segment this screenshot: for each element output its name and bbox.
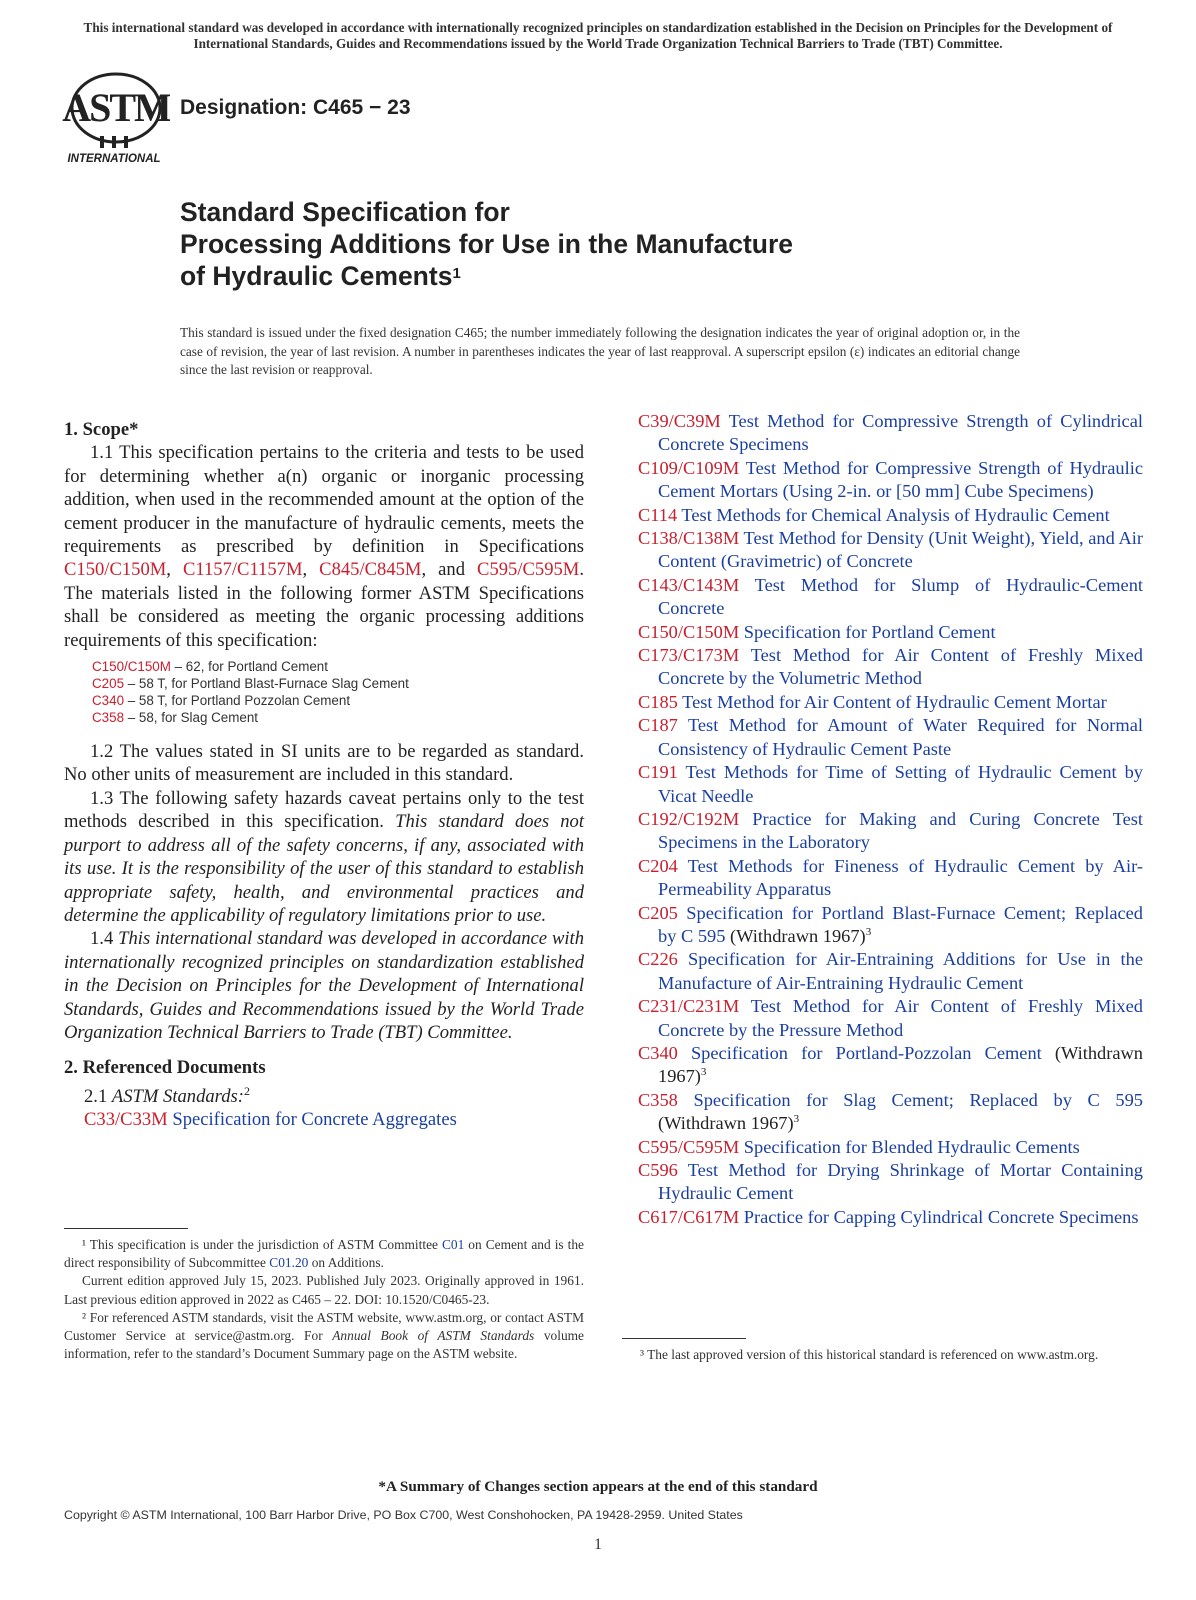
former-specifications-list	[92, 658, 584, 726]
reference-title[interactable]: Test Method for Air Content of Freshly Mixed Concrete by the Volumetric Method	[658, 645, 1143, 689]
reference-title[interactable]: Specification for Portland Blast-Furnace Cement; Replaced by C 595	[658, 902, 1143, 946]
reference-status: (Withdrawn 1967)	[658, 1042, 1143, 1087]
reference-title[interactable]: Specification for Blended Hydraulic Cements	[739, 1136, 1080, 1157]
footnote-italic: Annual Book of ASTM Standards	[332, 1328, 535, 1344]
reference-status: (Withdrawn 1967)	[725, 925, 866, 946]
separator: ,	[302, 559, 320, 581]
footnote-text: ² For referenced ASTM standards, visit the ASTM website, www.astm.org, or contact ASTM Customer Service at service@astm.org. For	[64, 1309, 584, 1344]
reference-code[interactable]: C205	[638, 902, 678, 923]
reference-item	[638, 644, 1143, 691]
former-spec-item	[92, 675, 584, 692]
astm-logo	[62, 70, 170, 166]
reference-title[interactable]: Test Method for Slump of Hydraulic-Cement Concrete	[658, 574, 1143, 619]
reference-code[interactable]: C150/C150M	[638, 621, 740, 642]
reference-code[interactable]: C192/C192M	[638, 808, 740, 829]
copyright-line: Copyright © ASTM International, 100 Barr Harbor Drive, PO Box C700, West Conshohocken, PA 19428-2959. United States	[64, 1508, 743, 1522]
separator: ,	[166, 559, 183, 581]
former-spec-code[interactable]: C358	[92, 710, 125, 726]
reference-item	[638, 621, 1143, 644]
reference-item	[638, 504, 1143, 527]
astm-standards-subheading	[84, 1080, 584, 1109]
title-line-3: of Hydraulic Cements	[180, 261, 453, 291]
scope-1-4-text: This international standard was developed in accordance with internationally recognized principles on standardization established in the Decision on Principles for the Development of International Standards, Guides and Recommendations issued by the World Trade Organization Technical Barriers to Trade (TBT) Committee.	[64, 928, 585, 1043]
link-c595[interactable]: C595/C595M	[477, 559, 580, 581]
link-c845[interactable]: C845/C845M	[319, 559, 422, 581]
subsection-title: ASTM Standards:	[111, 1085, 244, 1107]
reference-code[interactable]: C191	[638, 762, 678, 783]
reference-code[interactable]: C226	[638, 949, 678, 970]
scope-1-4-number: 1.4	[90, 928, 119, 950]
former-spec-item	[92, 709, 584, 726]
left-column	[64, 418, 584, 1132]
footnote-divider	[64, 1228, 188, 1229]
safety-caveat: This standard does not purport to address all of the safety concerns, if any, associated with its use. It is the responsibility of the user of this standard to establish appropriate safety, health, and environmental practices and determine the applicability of regulatory limitations prior to use.	[64, 811, 584, 926]
scope-1-1-text: 1.1 This specification pertains to the criteria and tests to be used for determining whether a(n) organic or inorganic processing addition, when used in the recommended amount at the option of the cement producer in the manufacture of hydraulic cements, meets the requirements as prescribed by definition in Specifications	[64, 442, 584, 558]
reference-item	[638, 761, 1143, 808]
reference-item	[638, 714, 1143, 761]
footnote-3: ³ The last approved version of this historical standard is referenced on www.astm.org.	[640, 1347, 1099, 1362]
former-spec-text: – 58 T, for Portland Blast-Furnace Slag Cement	[124, 676, 409, 692]
reference-code[interactable]: C231/C231M	[638, 996, 740, 1017]
reference-code[interactable]: C340	[638, 1042, 678, 1063]
scope-1-3-text: 1.3 The following safety hazards caveat pertains only to the test methods described in this specification.	[64, 787, 584, 833]
reference-code[interactable]: C173/C173M	[638, 645, 740, 666]
reference-title[interactable]: Test Method for Compressive Strength of Cylindrical Concrete Specimens	[658, 411, 1143, 455]
reference-item	[638, 902, 1143, 949]
footnotes-left	[64, 1236, 584, 1363]
footnote-1	[64, 1236, 584, 1272]
right-column-reference-list	[638, 410, 1143, 1229]
footnote-text: on Cement and is the direct responsibility of Subcommittee	[64, 1237, 584, 1271]
reference-item	[638, 527, 1143, 574]
reference-item	[638, 948, 1143, 995]
reference-code[interactable]: C595/C595M	[638, 1136, 740, 1157]
reference-title[interactable]: Test Method for Air Content of Hydraulic Cement Mortar	[677, 691, 1107, 712]
designation: Designation: C465 − 23	[180, 96, 411, 119]
footnote-text: volume information, refer to the standard’s Document Summary page on the ASTM website.	[64, 1328, 584, 1362]
document-title	[180, 196, 793, 292]
reference-code[interactable]: C187	[638, 715, 678, 736]
separator: , and	[421, 559, 478, 581]
scope-1-1-text-end: . The materials listed in the following former ASTM Specifications shall be considered as meeting the organic processing additions requirements of this specification:	[64, 559, 584, 651]
scope-heading: 1. Scope*	[64, 419, 139, 440]
title-footnote-mark: 1	[452, 265, 461, 282]
logo-text: ASTM	[62, 85, 170, 130]
link-committee-c01[interactable]: C01	[441, 1237, 465, 1252]
reference-item	[638, 808, 1143, 855]
footnote-divider	[622, 1338, 746, 1339]
header-notice: This international standard was developed in accordance with internationally recognized principles on standardization established in the Decision on Principles for the Development of International Standards, Guides and Recommendations issued by the World Trade Organization Technical Barriers to Trade (TBT) Committee.	[83, 20, 1113, 51]
reference-item	[638, 691, 1143, 714]
scope-paragraph-1-3	[64, 787, 584, 927]
reference-code[interactable]: C114	[638, 504, 678, 525]
former-spec-code[interactable]: C150/C150M	[92, 659, 171, 675]
reference-code[interactable]: C204	[638, 855, 678, 876]
reference-title[interactable]: Test Method for Drying Shrinkage of Mortar Containing Hydraulic Cement	[658, 1160, 1143, 1204]
referenced-documents-heading: 2. Referenced Documents	[64, 1057, 266, 1079]
reference-title[interactable]: Test Methods for Fineness of Hydraulic Cement by Air-Permeability Apparatus	[658, 855, 1143, 900]
title-line-1: Standard Specification for	[180, 197, 510, 227]
reference-code[interactable]: C143/C143M	[638, 574, 740, 595]
former-spec-text: – 62, for Portland Cement	[170, 659, 328, 675]
footnote-mark: 3	[700, 1066, 707, 1079]
reference-title[interactable]: Practice for Capping Cylindrical Concrete Specimens	[739, 1206, 1139, 1227]
title-line-2: Processing Additions for Use in the Manufacture	[180, 229, 794, 259]
reference-title[interactable]: Specification for Portland Cement	[739, 621, 996, 642]
reference-title[interactable]: Test Method for Amount of Water Required for Normal Consistency of Hydraulic Cement Paste	[658, 715, 1143, 759]
reference-title[interactable]: Test Methods for Time of Setting of Hydraulic Cement by Vicat Needle	[658, 762, 1143, 806]
reference-code[interactable]: C109/C109M	[638, 457, 740, 478]
link-c150[interactable]: C150/C150M	[64, 559, 167, 581]
reference-item	[638, 574, 1143, 621]
reference-title[interactable]: Test Method for Air Content of Freshly Mixed Concrete by the Pressure Method	[658, 996, 1143, 1040]
reference-code[interactable]: C358	[638, 1089, 678, 1110]
former-spec-text: – 58, for Slag Cement	[124, 710, 258, 726]
page-number: 1	[594, 1536, 602, 1553]
reference-title[interactable]: Specification for Air-Entraining Additions for Use in the Manufacture of Air-Entraining Hydraulic Cement	[658, 949, 1143, 993]
reference-item	[638, 995, 1143, 1042]
issue-note: This standard is issued under the fixed designation C465; the number immediately following the designation indicates the year of original adoption or, in the case of revision, the year of last revision. A number in parentheses indicates the year of last reapproval. A superscript epsilon (ε) indicates an editorial change since the last revision or reapproval.	[180, 325, 1020, 378]
former-spec-code[interactable]: C340	[92, 693, 125, 709]
reference-code[interactable]: C39/C39M	[638, 411, 721, 431]
reference-code[interactable]: C185	[638, 691, 678, 712]
reference-code[interactable]: C596	[638, 1160, 678, 1180]
reference-code[interactable]: C617/C617M	[638, 1206, 740, 1227]
reference-title[interactable]: Test Method for Density (Unit Weight), Yield, and Air Content (Gravimetric) of Concrete	[658, 528, 1143, 572]
reference-item	[84, 1108, 584, 1131]
reference-status: (Withdrawn 1967)	[658, 1113, 794, 1134]
reference-code[interactable]: C33/C33M	[84, 1109, 168, 1131]
reference-title[interactable]: Practice for Making and Curing Concrete Test Specimens in the Laboratory	[658, 808, 1143, 853]
reference-item	[638, 1206, 1143, 1229]
reference-title[interactable]: Specification for Concrete Aggregates	[167, 1109, 457, 1131]
astm-logo-icon	[62, 70, 170, 166]
former-spec-item	[92, 692, 584, 709]
logo-subtext: INTERNATIONAL	[67, 153, 161, 165]
reference-item	[638, 457, 1143, 504]
reference-title[interactable]: Specification for Portland-Pozzolan Cement	[677, 1042, 1042, 1063]
reference-item	[638, 1042, 1143, 1089]
former-spec-code[interactable]: C205	[92, 676, 125, 692]
footnote-mark: 3	[865, 925, 872, 938]
footnote-text: on Additions.	[308, 1255, 384, 1271]
reference-item	[638, 1089, 1143, 1136]
scope-paragraph-1-4	[64, 927, 584, 1044]
former-spec-text: – 58 T, for Portland Pozzolan Cement	[124, 693, 351, 709]
scope-paragraph-1-2: 1.2 The values stated in SI units are to be regarded as standard. No other units of measurement are included in this standard.	[64, 741, 584, 786]
footnote-2	[64, 1309, 584, 1364]
scope-paragraph-1-1	[64, 441, 584, 652]
reference-item	[638, 1159, 1143, 1206]
reference-item	[638, 410, 1143, 457]
reference-title[interactable]: Test Method for Compressive Strength of Hydraulic Cement Mortars (Using 2-in. or [50 mm] Cube Specimens)	[658, 457, 1143, 502]
former-spec-item	[92, 658, 584, 675]
footnote-mark: 3	[793, 1113, 800, 1126]
subsection-number: 2.1	[84, 1085, 112, 1107]
reference-code[interactable]: C138/C138M	[638, 528, 740, 549]
summary-of-changes-note: *A Summary of Changes section appears at the end of this standard	[378, 1478, 818, 1495]
footnote-mark: 2	[243, 1083, 250, 1098]
footnote-text: ¹ This specification is under the jurisdiction of ASTM Committee	[82, 1237, 442, 1252]
reference-item	[638, 855, 1143, 902]
reference-title[interactable]: Test Methods for Chemical Analysis of Hydraulic Cement	[677, 504, 1110, 525]
reference-item	[638, 1136, 1143, 1159]
link-subcommittee-c01-20[interactable]: C01.20	[269, 1255, 309, 1271]
footnote-1-edition: Current edition approved July 15, 2023. Published July 2023. Originally approved in 1961. Last previous edition approved in 2022 as C465 – 22. DOI: 10.1520/C0465-23.	[64, 1273, 584, 1307]
link-c1157[interactable]: C1157/C1157M	[182, 559, 303, 581]
reference-title[interactable]: Specification for Slag Cement; Replaced by C 595	[677, 1089, 1143, 1110]
